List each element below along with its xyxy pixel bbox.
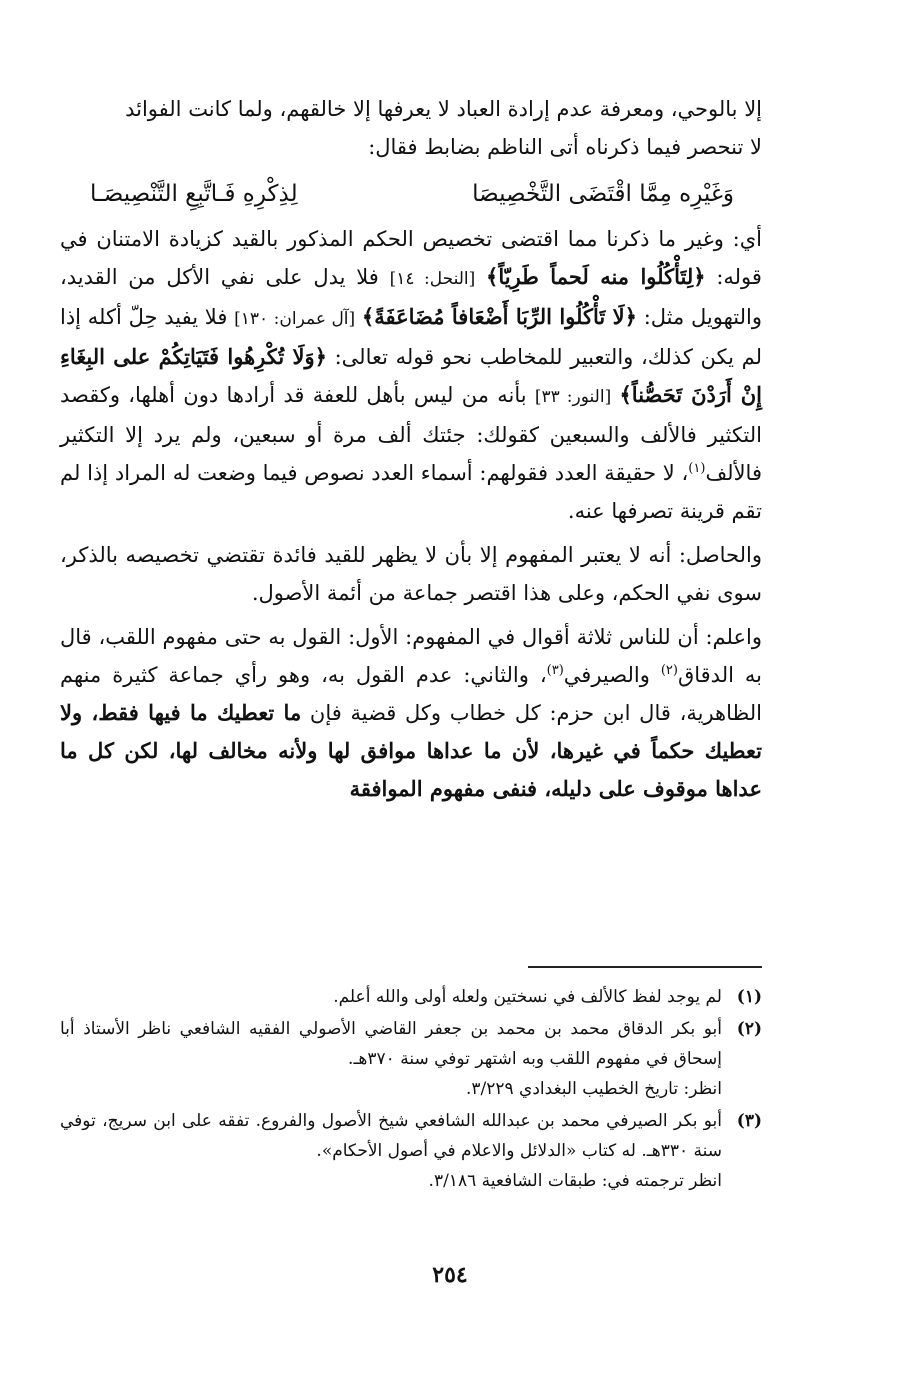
footnote-marker-2[interactable]: (٢): [660, 663, 678, 678]
footnote-3: [60, 1106, 762, 1196]
intro-paragraph: [60, 90, 762, 166]
intro-line-1: إلا بالوحي، ومعرفة عدم إرادة العباد لا يعرفها إلا خالقهم، ولما كانت الفوائد: [125, 97, 762, 121]
footnote-line: أبو بكر الصيرفي محمد بن عبدالله الشافعي شيخ الأصول والفروع. تفقه على ابن سريج، توفي سنة ٣٣٠هـ. له كتاب «الدلائل والاعلام في أصول الأحكام».: [60, 1111, 722, 1161]
page-number: ٢٥٤: [432, 1262, 468, 1288]
explanation-text-e: ، لا حقيقة العدد فقولهم: أسماء العدد نصوص فيما وضعت له المراد إذا لم تقم قرينة تصرفها عنه.: [60, 461, 762, 523]
opinions-text-a: واعلم: أن للناس ثلاثة أقوال في المفهوم: الأول: القول به حتى مفهوم اللقب، قال به الدقاق: [60, 625, 763, 687]
summary-paragraph: والحاصل: أنه لا يعتبر المفهوم إلا بأن لا يظهر للقيد فائدة تقتضي تخصيصه بالذكر، سوى نفي الحكم، وعلى هذا اقتصر جماعة من أئمة الأصول.: [60, 543, 762, 605]
footnote-2: [60, 1014, 762, 1104]
explanation-text-d: بأنه من ليس بأهل للعفة قد أرادها دون أهلها، وكقصد التكثير فالألف والسبعين كقولك: جئتك ألف مرة أو سبعين، ولم يرد إلا التكثير فالألف: [60, 383, 762, 485]
verse-first-hemistich: وَغَيْرِه مِمَّا اقْتَضَى التَّخْصِيصَا: [472, 181, 734, 207]
footnote-body: [60, 1106, 722, 1196]
poem-verse: [60, 172, 762, 216]
explanation-text-c: فلا يفيد حِلّ أكله إذا لم يكن كذلك، والتعبير للمخاطب نحو قوله تعالى:: [60, 305, 762, 369]
footnote-marker-1[interactable]: (١): [688, 461, 706, 476]
verse-second-hemistich: لِذِكْرِهِ فَـاتَّبِعِ التَّنْصِيصَـا: [90, 181, 298, 207]
footnote-marker-3[interactable]: (٣): [546, 663, 564, 678]
ibn-hazm-quote: ما تعطيك ما فيها فقط، ولا تعطيك حكماً في غيرها، لأن ما عداها موافق لها ولأنه مخالف لها، لكن كل ما عداها موقوف على دليله، فنفى مفهوم الموافقة: [60, 700, 762, 801]
intro-line-2: لا تنحصر فيما ذكرناه أتى الناظم بضابط فقال:: [368, 135, 762, 159]
footnote-line: لم يوجد لفظ كالألف في نسختين ولعله أولى والله أعلم.: [333, 987, 722, 1007]
footnotes-section: [60, 982, 762, 1198]
quran-quote-al-imran: ﴿لَا تَأْكُلُوا الرِّبَا أَضْعَافاً مُضَاعَفَةً﴾: [361, 304, 637, 329]
explanation-text-b: فلا يدل على نفي الأكل من القديد، والتهويل مثل:: [60, 265, 762, 329]
footnote-line: أبو بكر الدقاق محمد بن محمد بن جعفر القاضي الأصولي الفقيه الشافعي ناظر الأستاذ أبا إسحاق في مفهوم اللقب وبه اشتهر توفي سنة ٣٧٠هـ.: [60, 1019, 722, 1069]
quran-ref-nahl: [النحل: ١٤]: [389, 269, 476, 289]
footnote-source: انظر ترجمته في: طبقات الشافعية ٣/١٨٦.: [428, 1171, 722, 1191]
footnote-divider: [528, 966, 762, 968]
opinions-text-b: والصيرفي: [563, 663, 650, 687]
explanation-text-a: أي: وغير ما ذكرنا مما اقتضى تخصيص الحكم المذكور بالقيد كزيادة الامتنان في قوله:: [60, 227, 762, 289]
footnote-source: انظر: تاريخ الخطيب البغدادي ٣/٢٢٩.: [465, 1079, 722, 1099]
footnote-number: (٢): [736, 1019, 762, 1039]
footnote-body: [60, 982, 722, 1012]
explanation-paragraph: [60, 220, 762, 530]
opinions-paragraph: [60, 618, 762, 808]
quran-ref-nur: [النور: ٣٣]: [534, 387, 612, 407]
footnote-body: [60, 1014, 722, 1104]
footnote-number: (٣): [736, 1111, 762, 1131]
quran-ref-al-imran: [آل عمران: ١٣٠]: [234, 309, 356, 329]
opinions-text-c: ، والثاني: عدم القول به، وهو رأي جماعة كثيرة منهم الظاهرية، قال ابن حزم: كل خطاب وكل قضية فإن: [60, 663, 762, 725]
footnote-1: [60, 982, 762, 1012]
main-text: [60, 90, 762, 814]
quran-quote-nur: ﴿وَلَا تُكْرِهُوا فَتَيَاتِكُمْ على البِغَاءِ إِنْ أَرَدْنَ تَحَصُّناً﴾: [60, 344, 763, 407]
quran-quote-nahl: ﴿لِتَأْكُلُوا منه لَحماً طَرِيّاً﴾: [486, 264, 706, 289]
footnote-number: (١): [736, 987, 762, 1007]
